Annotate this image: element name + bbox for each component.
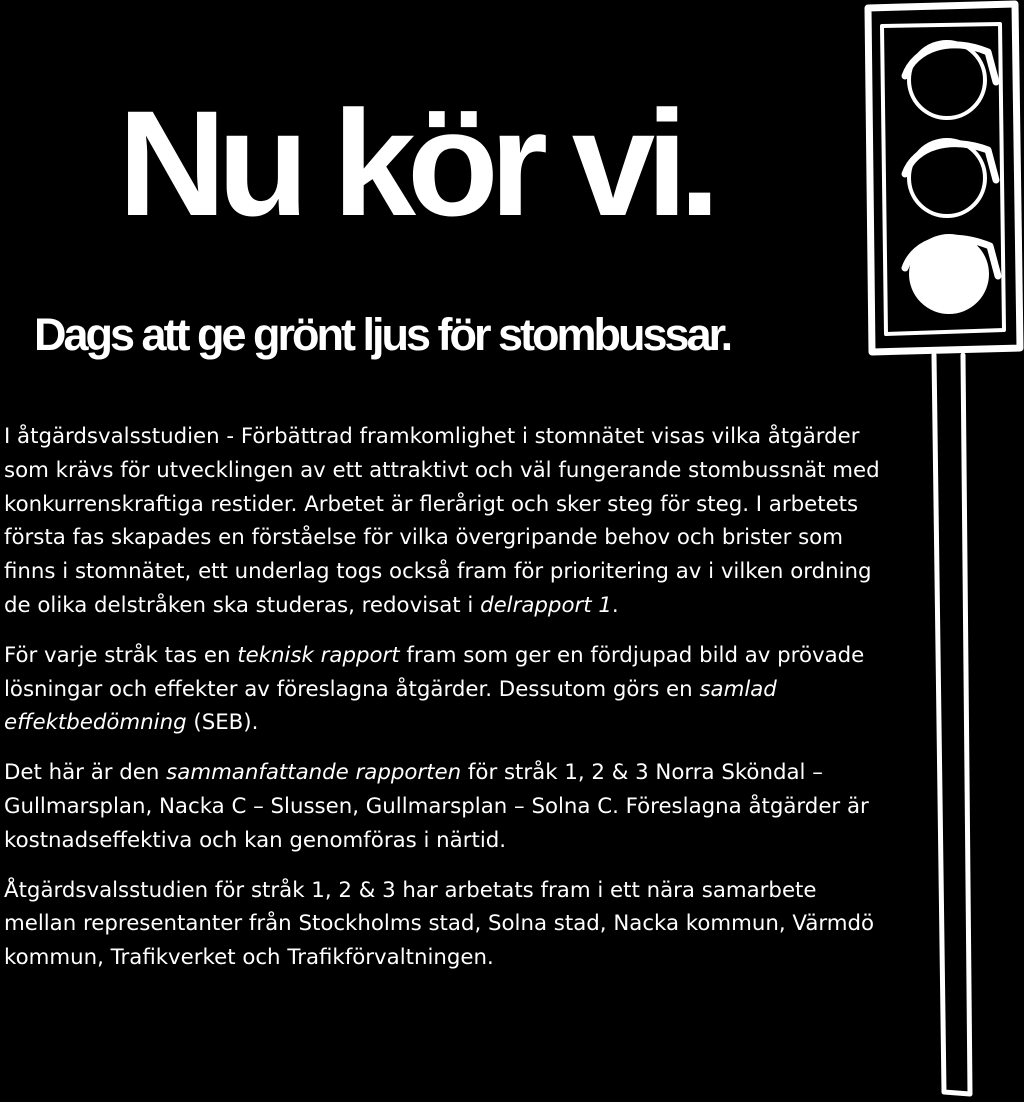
intro-text-end: . <box>611 592 619 618</box>
top-lamp <box>905 42 996 118</box>
reports-text-2: fram som ger en fördjupad bild av prövade lösningar och effekter av föreslagna åtgärder. Dessutom görs en <box>4 642 865 702</box>
delrapport-reference: delrapport 1 <box>480 592 612 618</box>
traffic-light-icon <box>860 0 1024 1102</box>
reports-text-3: (SEB). <box>186 710 259 736</box>
intro-text: I åtgärdsvalsstudien - Förbättrad framkomlighet i stomnätet visas vilka åtgärder som krävs för utvecklingen av ett attraktivt och väl fungerande stombussnät med konkurrenskraftiga restider. Arbetet är flerårigt och sker steg för steg. I arbetets första fas skapades en förståelse för vilka övergripande behov och brister som finns i stomnätet, ett underlag togs också fram för prioritering av i vilken ordning de olika delstråken ska studeras, redovisat i <box>4 424 880 618</box>
bottom-lamp-lit <box>905 236 998 312</box>
paragraph-intro <box>4 420 884 623</box>
paragraph-collaboration: Åtgärdsvalsstudien för stråk 1, 2 & 3 har arbetats fram i ett nära samarbete mellan representanter från Stockholms stad, Solna stad, Nacka kommun, Värmdö kommun, Trafikverket och Trafikförvaltningen. <box>4 877 875 971</box>
sammanfattande-rapport-reference: sammanfattande rapporten <box>166 760 462 786</box>
summary-text-2: för stråk 1, 2 & 3 Norra Sköndal – Gullmarsplan, Nacka C – Slussen, Gullmarsplan – Solna C. Föreslagna åtgärder är kostnadseffektiva och kan genomföras i närtid. <box>4 760 869 853</box>
reports-text-1: För varje stråk tas en <box>4 642 238 668</box>
paragraph-reports <box>4 639 884 740</box>
headline: Nu kör vi. <box>118 79 712 247</box>
body-text <box>4 420 884 991</box>
paragraph-summary <box>4 756 884 857</box>
subheadline: Dags att ge grönt ljus för stombussar. <box>34 309 731 360</box>
middle-lamp <box>905 140 996 216</box>
summary-text-1: Det här är den <box>4 760 167 786</box>
teknisk-rapport-reference: teknisk rapport <box>237 642 400 668</box>
pole <box>934 355 970 1094</box>
seb-reference: samlad effektbedömning <box>4 676 777 736</box>
